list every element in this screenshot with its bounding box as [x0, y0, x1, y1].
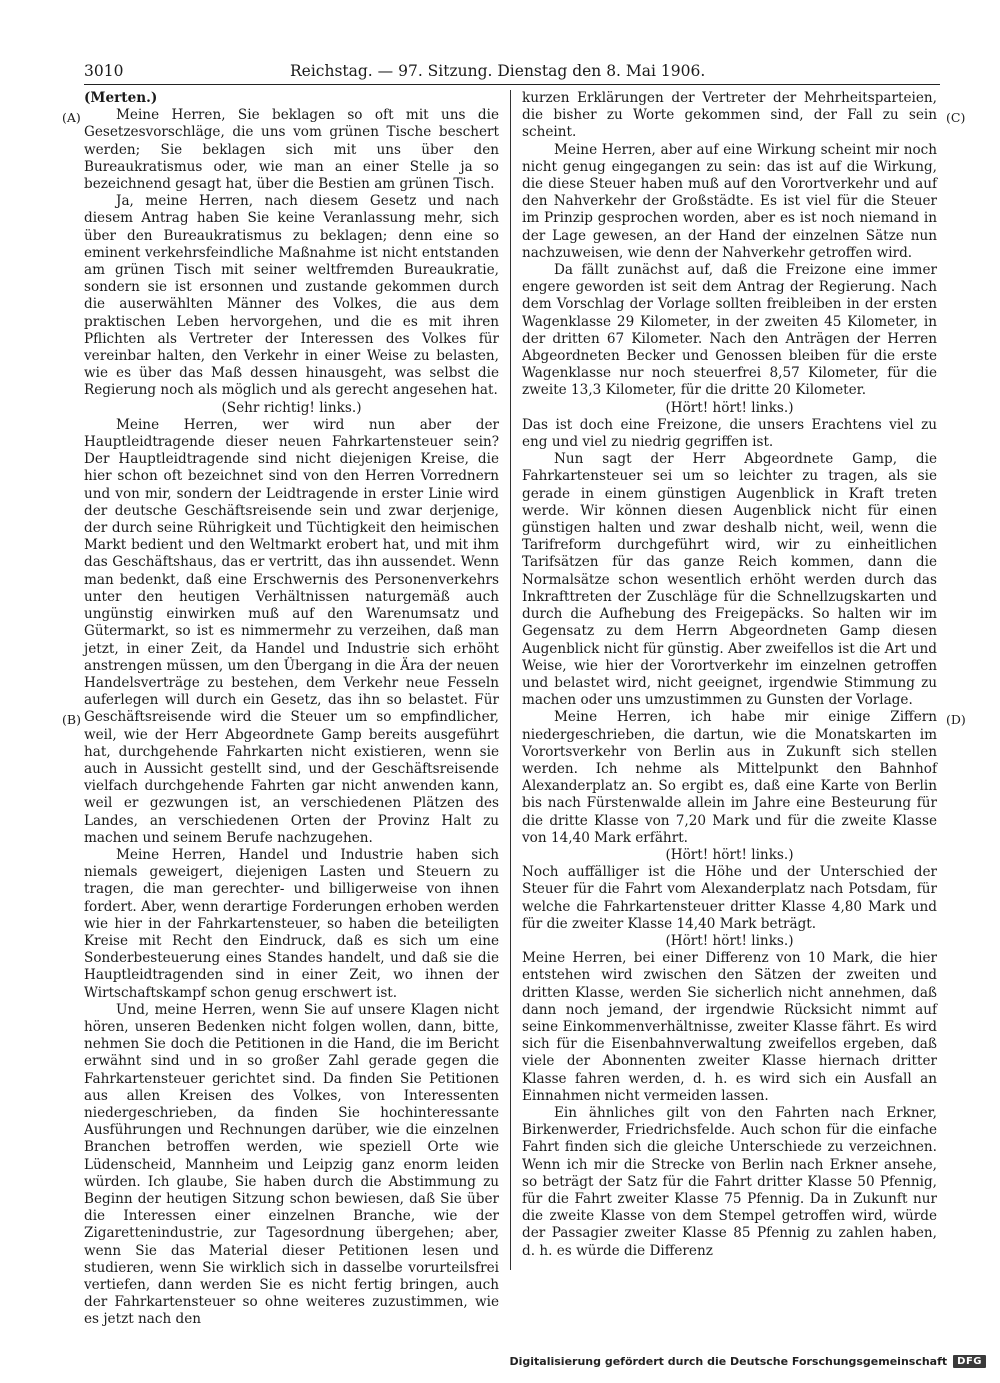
left-column [84, 90, 499, 1328]
interjection: (Hört! hört! links.) [665, 932, 794, 949]
margin-marker-c: (C) [946, 110, 966, 125]
running-title: Reichstag. — 97. Sitzung. Dienstag den 8. Mai 1906. [290, 62, 706, 80]
paragraph: Meine Herren, wer wird nun aber der Hauptleidtragende dieser neuen Fahrkartensteuer sein? Der Hauptleidtragende sind nicht diejenigen Kreise, die hier schon oft bezeichnet sind von den Herren Vorrednern und von mir, sondern der Leidtragende in erster Linie wird der deutsche Geschäftsreisende sein und zwar derjenige, der durch seine Rührigkeit und Tüchtigkeit den heimischen Markt bedient und den Weltmarkt erobert hat, und mit ihm das Geschäftshaus, das er vertritt, das ihn aussendet. Wenn man bedenkt, daß eine Erschwernis des Personenverkehrs unter den heutigen Verhältnissen naturgemäß auch ungünstig einwirken muß auf den Warenumsatz und Gütermarkt, so ist es nimmermehr zu verzeihen, daß man jetzt, in einer Zeit, da Handel und Industrie sich erhöht anstrengen müssen, um den Übergang in die Ära der neuen Handelsverträge zu bestehen, dem Verkehr neue Fesseln auferlegen will durch ein Gesetz, das ihn so belastet. Für Geschäftsreisende wird die Steuer um so empfindlicher, weil, wie der Herr Abgeordnete Gamp bereits ausgeführt hat, durchgehende Fahrkarten nicht existieren, wenn sie auch in Aussicht gestellt sind, und der Geschäftsreisende vielfach durchgehende Fahrten gar nicht anwenden kann, weil er gezwungen ist, an verschiedenen Plätzen des Landes, an verschiedenen Orten der Provinz Halt zu machen und seinem Berufe nachzugehen. [84, 416, 499, 846]
page-header [84, 58, 938, 84]
paragraph: Nun sagt der Herr Abgeordnete Gamp, die Fahrkartensteuer sei um so leichter zu tragen, als sie gerade in einem günstigen Augenblick in Kraft treten werde. Wir können diesen Augenblick nicht für einen günstigen halten und zwar deshalb nicht, weil, wenn die Tarifreform durchgeführt wird, wir zu einheitlichen Tarifsätzen für das ganze Reich kommen, dann die Normalsätze schon wesentlich erhöht werden durch das Inkrafttreten der Zuschläge für die Schnellzugskarten und durch die Aufhebung des Freigepäcks. So halten wir im Gegensatz zu dem Herrn Abgeordneten Gamp diesen Augenblick nicht für günstig. Aber zweifellos ist die Art und Weise, wie hier der Vorortverkehr im einzelnen getroffen und belastet wird, nicht geeignet, irgendwie Stimmung zu machen oder uns umzustimmen zu Gunsten der Vorlage. [522, 451, 937, 709]
paragraph: Meine Herren, Sie beklagen so oft mit uns die Gesetzesvorschläge, die uns vom grünen Tische beschert werden; Sie beklagen sich mit uns über den Bureaukratismus oder, wie man an einer Stelle ja so bezeichnend gesagt hat, über die Bestien am grünen Tisch. [84, 107, 499, 193]
paragraph: Ja, meine Herren, nach diesem Gesetz und nach diesem Antrag haben Sie keine Veranlassung mehr, sich über den Bureaukratismus zu beklagen; denn eine so eminent verkehrsfeindliche Maßnahme ist nicht entstanden am grünen Tisch mit seiner weltfremden Bureaukratie, sondern sie ist ersonnen und zustande gekommen durch die auserwählten Männer des Volkes, die aus dem praktischen Leben hervorgehen, und die es mit ihren Pflichten als Vertreter der Interessen des Volkes für vereinbar halten, den Verkehr in einer Weise zu belasten, wie es über das Maß dessen hinausgeht, was selbst die Regierung noch als möglich und als gerecht angesehen hat. [84, 193, 499, 399]
paragraph: Da fällt zunächst auf, daß die Freizone eine immer engere geworden ist seit dem Antrag der Regierung. Nach dem Vorschlag der Vorlage sollten freibleiben in der ersten Wagenklasse 29 Kilometer, in der zweiten 45 Kilometer, in der dritten 67 Kilometer. Nach den Anträgen der Herren Abgeordneten Becker und Genossen bleiben für die erste Wagenklasse nur noch steuerfrei 8,57 Kilometer, für die zweite 13,3 Kilometer, für die dritte 20 Kilometer. [522, 262, 937, 399]
paragraph: Das ist doch eine Freizone, die unsers Erachtens viel zu eng und viel zu niedrig gegriffen ist. [522, 416, 937, 451]
interjection: (Sehr richtig! links.) [221, 399, 362, 416]
interjection: (Hört! hört! links.) [665, 399, 794, 416]
margin-marker-b: (B) [62, 712, 81, 727]
margin-marker-a: (A) [62, 110, 81, 125]
paragraph: Und, meine Herren, wenn Sie auf unsere Klagen nicht hören, unseren Bedenken nicht folgen wollen, dann, bitte, nehmen Sie doch die Petitionen in die Hand, die im Bericht erwähnt sind und in so großer Zahl gerade gegen die Fahrkartensteuer gerichtet sind. Da finden Sie Petitionen aus allen Kreisen des Volkes, von Interessenten niedergeschrieben, da finden Sie hochinteressante Ausführungen und Rechnungen darüber, wie die einzelnen Branchen betroffen werden, wie speziell Orte wie Lüdenscheid, Mannheim und Leipzig ganz enorm leiden würden. Ich glaube, Sie haben durch die Abstimmung zu Beginn der heutigen Sitzung schon bewiesen, daß Sie über die Interessen einer einzelnen Branche, wie der Zigarettenindustrie, zur Tagesordnung übergehen; aber, wenn Sie das Material dieser Petitionen lesen und studieren, wenn Sie wirklich sich in dasselbe vorurteilsfrei vertiefen, dann werden Sie es nicht fertig bringen, auch der Fahrkartensteuer so ohne weiteres zuzustimmen, wie es jetzt nach den [84, 1001, 499, 1328]
paragraph: Meine Herren, bei einer Differenz von 10 Mark, die hier entstehen wird zwischen den Sätzen der zweiten und dritten Klasse, werden Sie sicherlich nicht annehmen, daß dann noch jemand, der irgendwie Rücksicht nimmt auf seine Einkommenverhältnisse, zweiter Klasse fährt. Es wird sich für die Eisenbahnverwaltung zweifellos ergeben, daß viele der Abonnenten zweiter Klasse hiernach dritter Klasse fahren werden, d. h. es wird sich ein Ausfall an Einnahmen nicht vermeiden lassen. [522, 950, 937, 1104]
header-rule [84, 84, 940, 85]
paragraph: Noch auffälliger ist die Höhe und der Unterschied der Steuer für die Fahrt vom Alexanderplatz nach Potsdam, für welche die Fahrkartensteuer dritter Klasse 4,80 Mark und für die zweiter Klasse 14,40 Mark beträgt. [522, 864, 937, 932]
dfg-logo-icon: DFG [953, 1355, 986, 1368]
speaker-name: (Merten.) [84, 90, 158, 106]
paragraph: Meine Herren, Handel und Industrie haben sich niemals geweigert, diejenigen Lasten und Steuern zu tragen, die man gerechter- und billigerweise von ihnen fordert. Aber, wenn derartige Forderungen erhoben werden wie hier in der Fahrkartensteuer, so haben die beteiligten Kreise mit Recht den Eindruck, daß es sich um eine Sonderbesteuerung eines Standes handelt, und daß sie die Hauptleidtragenden sind in einer Zeit, wo ihnen der Wirtschaftskampf schon genug erschwert ist. [84, 846, 499, 1001]
footer-credit [509, 1351, 986, 1371]
column-divider [510, 90, 511, 1270]
paragraph: kurzen Erklärungen der Vertreter der Mehrheitsparteien, die bisher zu Worte gekommen sind, der Fall zu sein scheint. [522, 90, 937, 141]
paragraph: Ein ähnliches gilt von den Fahrten nach Erkner, Birkenwerder, Friedrichsfelde. Auch schon für die einfache Fahrt finden sich die gleiche Unterschiede zu verzeichnen. Wenn ich mir die Strecke von Berlin nach Erkner ansehe, so beträgt der Satz für die Fahrt dritter Klasse 50 Pfennig, für die Fahrt zweiter Klasse 75 Pfennig. Da in Zukunft nur die zweite Klasse von dem Stempel getroffen wird, würde der Passagier zweiter Klasse 85 Pfennig zu zahlen haben, d. h. es würde die Differenz [522, 1104, 937, 1259]
margin-marker-d: (D) [946, 712, 966, 727]
paragraph: Meine Herren, aber auf eine Wirkung scheint mir noch nicht genug eingegangen zu sein: das ist auf die Wirkung, die diese Steuer haben muß auf den Vorortverkehr und auf den Nahverkehr der Großstädte. Es ist viel für die Steuer im Prinzip gesprochen worden, aber es ist noch niemand in der Lage gewesen, an der Hand der einzelnen Sätze nun nachzuweisen, wie denn der Nahverkehr getroffen wird. [522, 141, 937, 261]
right-column [522, 90, 937, 1270]
footer-text: Digitalisierung gefördert durch die Deutsche Forschungsgemeinschaft [509, 1354, 948, 1368]
page-number: 3010 [84, 62, 124, 80]
paragraph: Meine Herren, ich habe mir einige Ziffern niedergeschrieben, die dartun, wie die Monatskarten im Vorortsverkehr von Berlin aus in Zukunft sich stellen werden. Ich nehme als Mittelpunkt den Bahnhof Alexanderplatz an. So ergibt es, daß eine Karte von Berlin bis nach Fürstenwalde allein im Jahre eine Besteurung für die dritte Klasse von 7,20 Mark und für die zweite Klasse von 14,40 Mark erfährt. [522, 709, 937, 846]
interjection: (Hört! hört! links.) [665, 846, 794, 863]
